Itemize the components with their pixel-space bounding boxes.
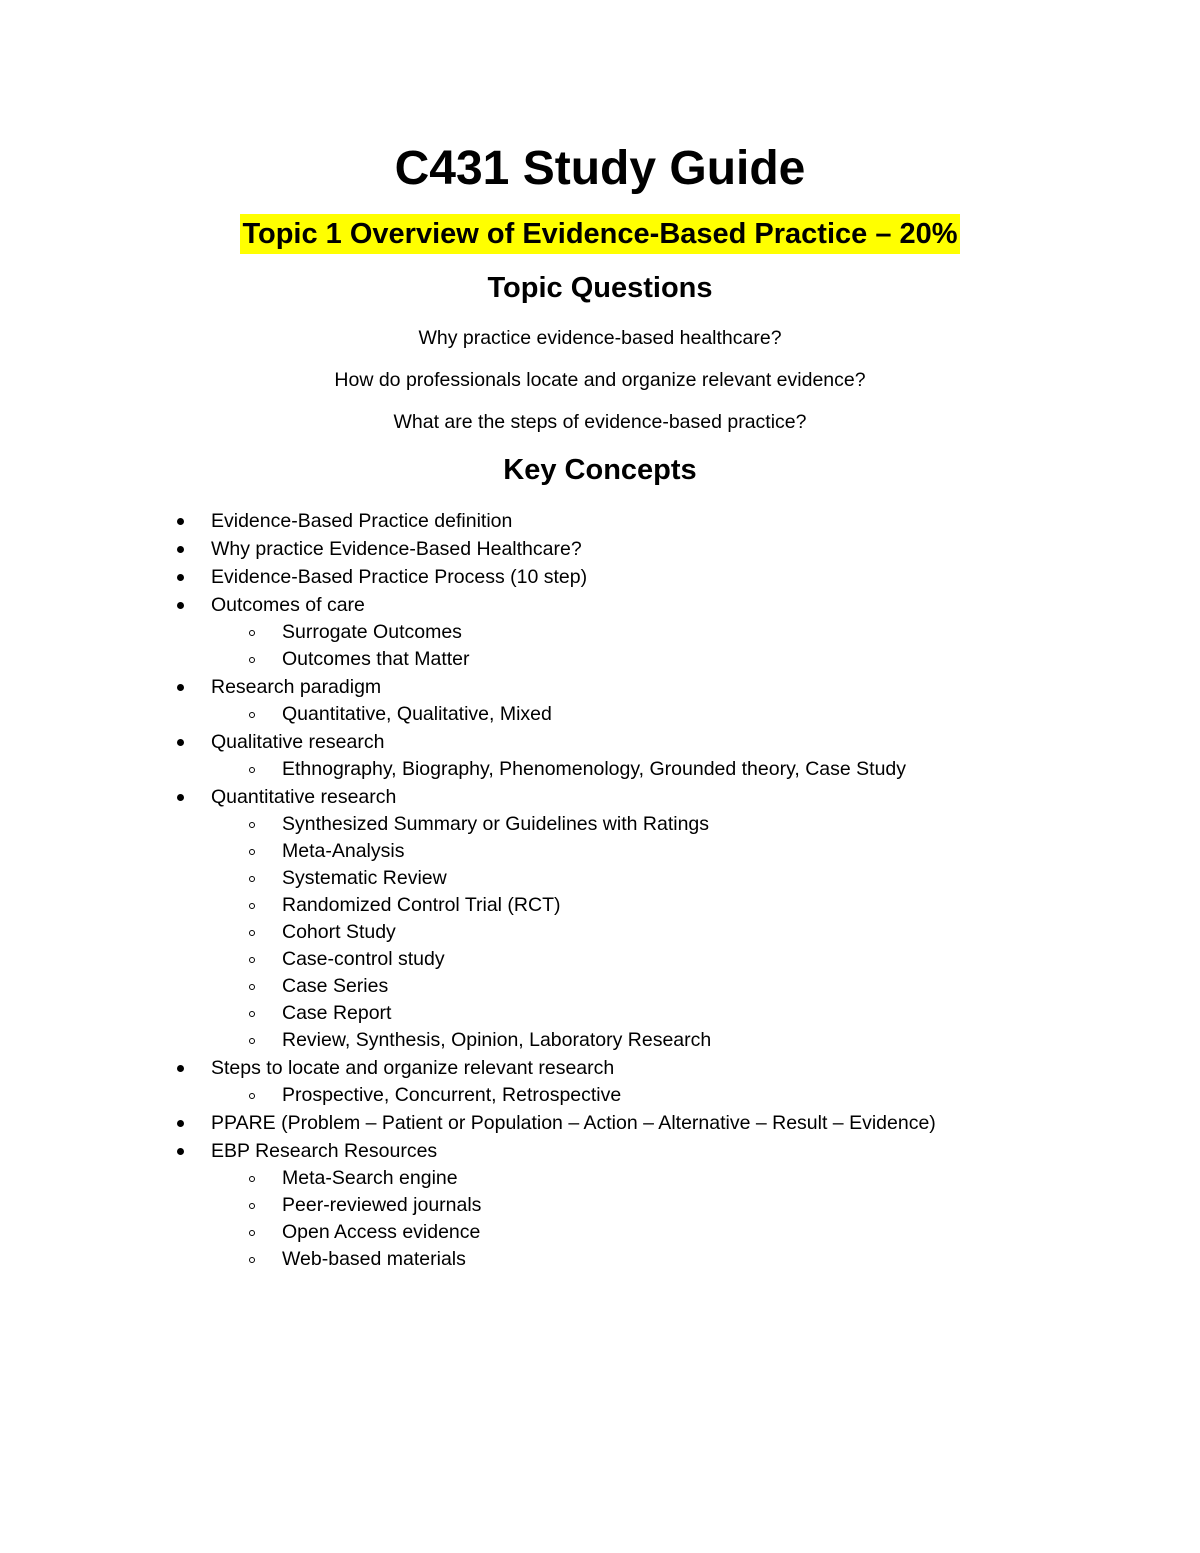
concept-subitem-label: Ethnography, Biography, Phenomenology, Grounded theory, Case Study <box>282 758 907 780</box>
concept-subitem <box>0 1165 1200 1192</box>
concept-subitem <box>0 646 1200 673</box>
bullet-circle-icon <box>249 1176 255 1182</box>
bullet-disc-icon <box>177 1065 184 1072</box>
bullet-disc-icon <box>177 739 184 746</box>
concept-item <box>0 1137 1200 1165</box>
bullet-disc-icon <box>177 684 184 691</box>
concept-subitem <box>0 865 1200 892</box>
concept-item <box>0 535 1200 563</box>
concept-label: Evidence-Based Practice Process (10 step) <box>211 566 588 588</box>
concept-item <box>0 783 1200 811</box>
concept-subitem <box>0 1219 1200 1246</box>
concept-subitem-label: Surrogate Outcomes <box>282 621 462 643</box>
concept-subitem <box>0 1082 1200 1109</box>
concept-label: Steps to locate and organize relevant research <box>211 1057 615 1079</box>
concept-subitem-label: Meta-Analysis <box>282 840 405 862</box>
concept-label: Evidence-Based Practice definition <box>211 510 513 532</box>
concept-subitem <box>0 1192 1200 1219</box>
topic-heading-row <box>0 214 1200 254</box>
bullet-circle-icon <box>249 1257 255 1263</box>
concept-item <box>0 728 1200 756</box>
concept-label: PPARE (Problem – Patient or Population – Action – Alternative – Result – Evidence) <box>211 1112 936 1134</box>
topic-questions-heading: Topic Questions <box>487 272 713 304</box>
concept-label: Outcomes of care <box>211 594 365 616</box>
bullet-circle-icon <box>249 1011 255 1017</box>
concept-subitem <box>0 701 1200 728</box>
concept-item <box>0 591 1200 619</box>
bullet-circle-icon <box>249 984 255 990</box>
bullet-circle-icon <box>249 657 255 663</box>
concept-subitem-label: Outcomes that Matter <box>282 648 470 670</box>
concept-subitem <box>0 1246 1200 1273</box>
concept-subitem <box>0 1000 1200 1027</box>
concept-subitem-label: Review, Synthesis, Opinion, Laboratory Research <box>282 1029 712 1051</box>
bullet-circle-icon <box>249 630 255 636</box>
bullet-disc-icon <box>177 794 184 801</box>
concept-subitem <box>0 892 1200 919</box>
concept-item <box>0 1054 1200 1082</box>
bullet-circle-icon <box>249 822 255 828</box>
bullet-disc-icon <box>177 546 184 553</box>
concept-label: Qualitative research <box>211 731 385 753</box>
topic-question: Why practice evidence-based healthcare? <box>418 327 782 349</box>
topic-heading-highlighted: Topic 1 Overview of Evidence-Based Practice – 20% <box>240 214 959 254</box>
bullet-circle-icon <box>249 849 255 855</box>
bullet-circle-icon <box>249 712 255 718</box>
concept-subitem-label: Open Access evidence <box>282 1221 481 1243</box>
concept-subitem-label: Case-control study <box>282 948 445 970</box>
concept-item <box>0 563 1200 591</box>
bullet-disc-icon <box>177 1148 184 1155</box>
concept-subitem <box>0 838 1200 865</box>
bullet-circle-icon <box>249 1093 255 1099</box>
bullet-disc-icon <box>177 602 184 609</box>
bullet-circle-icon <box>249 930 255 936</box>
topic-question: How do professionals locate and organize relevant evidence? <box>334 369 866 391</box>
concept-item <box>0 673 1200 701</box>
concept-item <box>0 507 1200 535</box>
bullet-disc-icon <box>177 518 184 525</box>
concept-subitem-label: Case Series <box>282 975 389 997</box>
concept-subitem <box>0 973 1200 1000</box>
bullet-circle-icon <box>249 903 255 909</box>
bullet-circle-icon <box>249 1203 255 1209</box>
topic-question: What are the steps of evidence-based practice? <box>393 411 807 433</box>
concept-subitem-label: Synthesized Summary or Guidelines with Ratings <box>282 813 710 835</box>
bullet-disc-icon <box>177 574 184 581</box>
bullet-circle-icon <box>249 767 255 773</box>
bullet-circle-icon <box>249 1038 255 1044</box>
concept-label: Why practice Evidence-Based Healthcare? <box>211 538 582 560</box>
concept-subitem-label: Systematic Review <box>282 867 447 889</box>
bullet-disc-icon <box>177 1120 184 1127</box>
concept-subitem-label: Web-based materials <box>282 1248 466 1270</box>
concept-subitem-label: Randomized Control Trial (RCT) <box>282 894 561 916</box>
document-title: C431 Study Guide <box>394 142 806 195</box>
concept-subitem <box>0 946 1200 973</box>
key-concepts-heading: Key Concepts <box>503 454 697 486</box>
concept-subitem <box>0 619 1200 646</box>
concept-subitem-label: Meta-Search engine <box>282 1167 458 1189</box>
concept-subitem-label: Quantitative, Qualitative, Mixed <box>282 703 552 725</box>
concept-label: Quantitative research <box>211 786 397 808</box>
concept-subitem-label: Peer-reviewed journals <box>282 1194 482 1216</box>
concept-subitem <box>0 756 1200 783</box>
concept-subitem <box>0 1027 1200 1054</box>
bullet-circle-icon <box>249 1230 255 1236</box>
concept-subitem-label: Prospective, Concurrent, Retrospective <box>282 1084 622 1106</box>
concept-subitem-label: Cohort Study <box>282 921 396 943</box>
concept-label: EBP Research Resources <box>211 1140 438 1162</box>
key-concepts-list <box>0 507 1200 1273</box>
concept-item <box>0 1109 1200 1137</box>
bullet-circle-icon <box>249 876 255 882</box>
bullet-circle-icon <box>249 957 255 963</box>
concept-subitem-label: Case Report <box>282 1002 392 1024</box>
concept-label: Research paradigm <box>211 676 382 698</box>
concept-subitem <box>0 919 1200 946</box>
concept-subitem <box>0 811 1200 838</box>
